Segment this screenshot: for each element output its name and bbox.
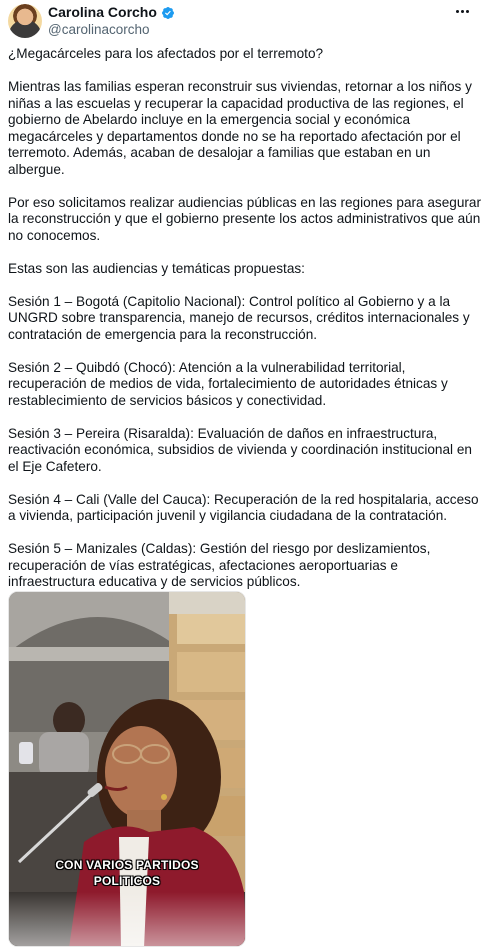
- author-info: [48, 4, 175, 39]
- post-paragraph: Sesión 2 – Quibdó (Chocó): Atención a la vulnerabilidad territorial, recuperación de medios de vida, fortalecimiento de autoridades étnicas y restablecimiento de servicios básicos y conectividad.: [8, 359, 448, 408]
- post-header: [8, 3, 478, 39]
- verified-badge-icon: [161, 6, 175, 20]
- more-options-icon[interactable]: [452, 3, 472, 19]
- post-paragraph: Sesión 3 – Pereira (Risaralda): Evaluación de daños en infraestructura, reactivación económica, subsidios de vivienda y coordinación institucional en el Eje Cafetero.: [8, 425, 472, 474]
- post-paragraph: Sesión 5 – Manizales (Caldas): Gestión del riesgo por deslizamientos, recuperación de vías estratégicas, afectaciones aeroportuarias e infraestructura educativa y de servicios públicos.: [8, 541, 431, 589]
- post-text: [8, 46, 482, 591]
- post-paragraph: Estas son las audiencias y temáticas propuestas:: [8, 260, 305, 276]
- author-handle[interactable]: @carolinacorcho: [48, 22, 150, 37]
- post-paragraph: Sesión 4 – Cali (Valle del Cauca): Recuperación de la red hospitalaria, acceso a vivienda, participación juvenil y vigilancia ciudadana de la contratación.: [8, 491, 479, 523]
- post-paragraph: Mientras las familias esperan reconstruir sus viviendas, retornar a los niños y niñas a las escuelas y recuperar la capacidad productiva de las regiones, el gobierno de Abelardo incluye en la emergencia social y económica megacárceles y departamentos donde no se ha reportado afectación por el terremoto. Además, acaban de desalojar a familias que estaban en un albergue.: [8, 79, 472, 177]
- post-paragraph: Por eso solicitamos realizar audiencias públicas en las regiones para asegurar la reconstrucción y que el gobierno presente los actos administrativos que aún no conocemos.: [8, 194, 482, 243]
- display-name-row: [48, 4, 175, 21]
- post-paragraph: Sesión 1 – Bogotá (Capitolio Nacional): Control político al Gobierno y a la UNGRD sobre transparencia, manejo de recursos, créditos internacionales y contratación de emergencia para la reconstrucción.: [8, 293, 470, 342]
- post-paragraph: ¿Megacárceles para los afectados por el terremoto?: [8, 46, 324, 61]
- post-video-thumbnail[interactable]: [8, 591, 246, 947]
- author-display-name[interactable]: Carolina Corcho: [48, 4, 157, 20]
- video-frame-image: [9, 592, 246, 947]
- avatar[interactable]: [8, 4, 42, 38]
- video-caption-line-1: CON VARIOS PARTIDOS: [55, 858, 199, 872]
- video-caption-line-2: POLITICOS: [93, 874, 161, 888]
